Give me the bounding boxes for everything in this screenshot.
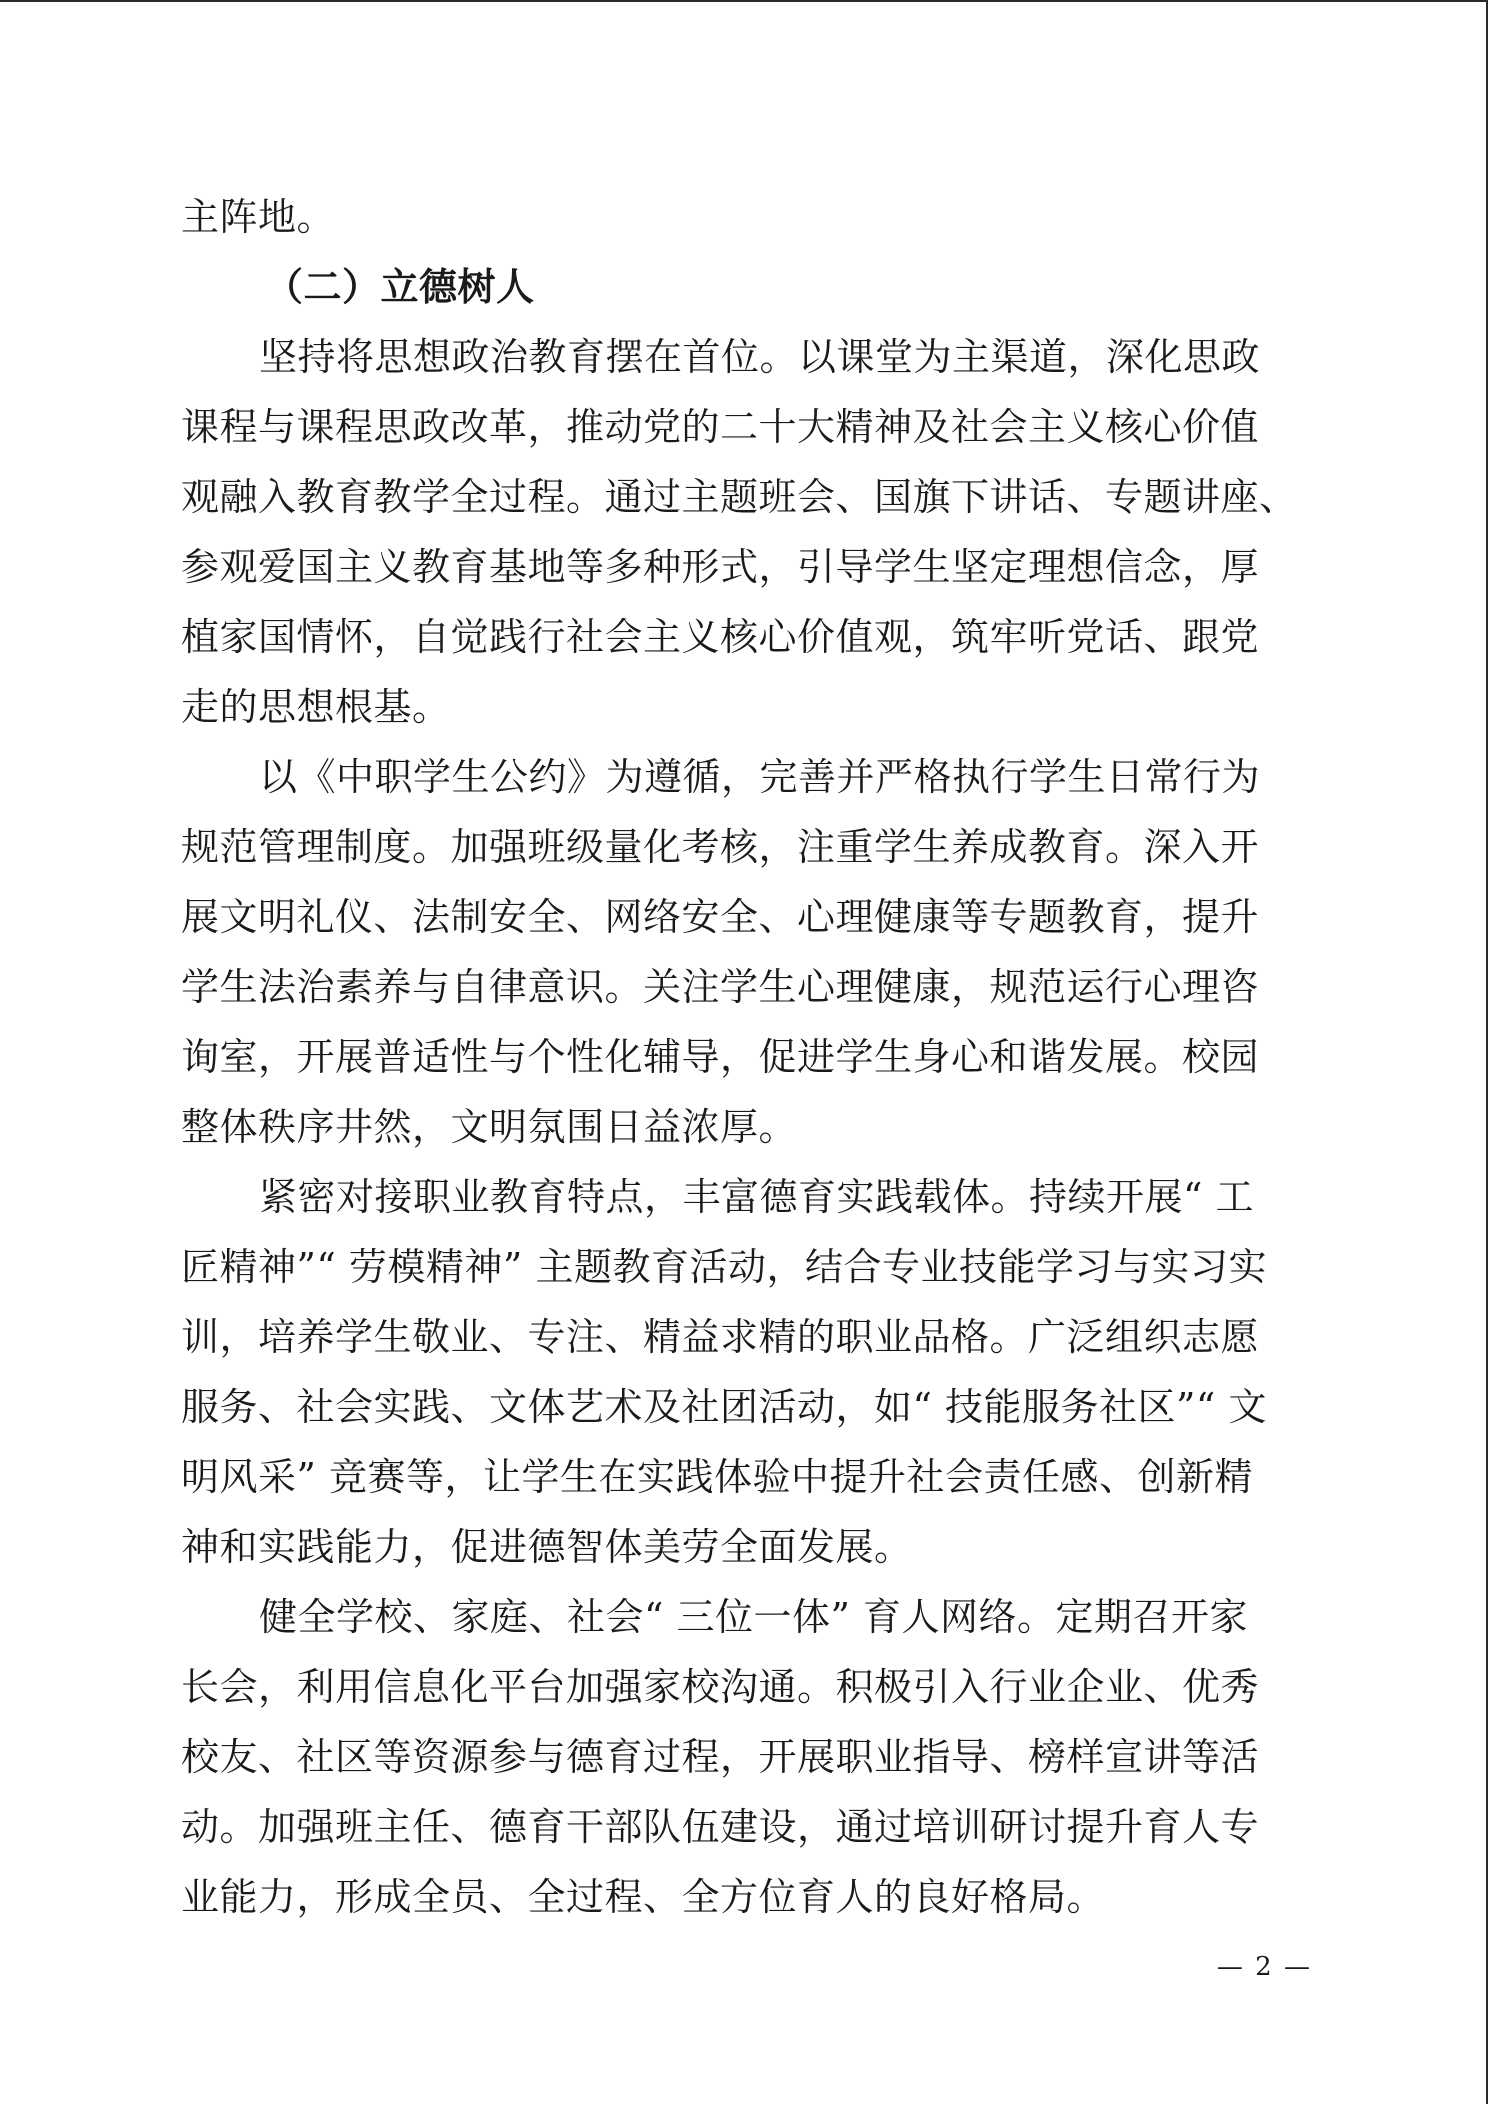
paragraph-3-line: 训，培养学生敬业、专注、精益求精的职业品格。广泛组织志愿 bbox=[181, 1315, 1260, 1359]
paragraph-4-line: 动。加强班主任、德育干部队伍建设，通过培训研讨提升育人专 bbox=[181, 1805, 1260, 1849]
paragraph-1-line: 坚持将思想政治教育摆在首位。以课堂为主渠道，深化思政 bbox=[259, 335, 1261, 379]
top-border-line bbox=[0, 0, 1488, 2]
paragraph-4-line: 健全学校、家庭、社会“ 三位一体” 育人网络。定期召开家 bbox=[259, 1595, 1249, 1639]
paragraph-1-line: 植家国情怀，自觉践行社会主义核心价值观，筑牢听党话、跟党 bbox=[181, 615, 1260, 659]
paragraph-1-line: 参观爱国主义教育基地等多种形式，引导学生坚定理想信念，厚 bbox=[181, 545, 1260, 589]
paragraph-2-line: 整体秩序井然，文明氛围日益浓厚。 bbox=[181, 1105, 798, 1149]
paragraph-2-line: 以《中职学生公约》为遵循，完善并严格执行学生日常行为 bbox=[259, 755, 1261, 799]
paragraph-1-line: 观融入教育教学全过程。通过主题班会、国旗下讲话、专题讲座、 bbox=[181, 475, 1298, 519]
paragraph-4-line: 业能力，形成全员、全过程、全方位育人的良好格局。 bbox=[181, 1875, 1106, 1919]
paragraph-3-line: 明风采” 竞赛等，让学生在实践体验中提升社会责任感、创新精 bbox=[181, 1455, 1254, 1499]
paragraph-4-line: 长会，利用信息化平台加强家校沟通。积极引入行业企业、优秀 bbox=[181, 1665, 1260, 1709]
paragraph-1-line: 走的思想根基。 bbox=[181, 685, 451, 729]
paragraph-1-line: 课程与课程思政改革，推动党的二十大精神及社会主义核心价值 bbox=[181, 405, 1260, 449]
paragraph-2-line: 学生法治素养与自律意识。关注学生心理健康，规范运行心理咨 bbox=[181, 965, 1260, 1009]
paragraph-3-line: 紧密对接职业教育特点，丰富德育实践载体。持续开展“ 工 bbox=[259, 1175, 1255, 1219]
text-line: 主阵地。 bbox=[181, 195, 336, 239]
page-number: — 2 — bbox=[1216, 1952, 1312, 1982]
paragraph-4-line: 校友、社区等资源参与德育过程，开展职业指导、榜样宣讲等活 bbox=[181, 1735, 1260, 1779]
paragraph-2-line: 展文明礼仪、法制安全、网络安全、心理健康等专题教育，提升 bbox=[181, 895, 1260, 939]
section-heading: （二）立德树人 bbox=[265, 265, 535, 309]
paragraph-2-line: 询室，开展普适性与个性化辅导，促进学生身心和谐发展。校园 bbox=[181, 1035, 1260, 1079]
document-page bbox=[181, 181, 1297, 1931]
paragraph-3-line: 匠精神”“ 劳模精神” 主题教育活动，结合专业技能学习与实习实 bbox=[181, 1245, 1267, 1289]
paragraph-2-line: 规范管理制度。加强班级量化考核，注重学生养成教育。深入开 bbox=[181, 825, 1260, 869]
paragraph-3-line: 神和实践能力，促进德智体美劳全面发展。 bbox=[181, 1525, 913, 1569]
paragraph-3-line: 服务、社会实践、文体艺术及社团活动，如“ 技能服务社区”“ 文 bbox=[181, 1385, 1267, 1429]
